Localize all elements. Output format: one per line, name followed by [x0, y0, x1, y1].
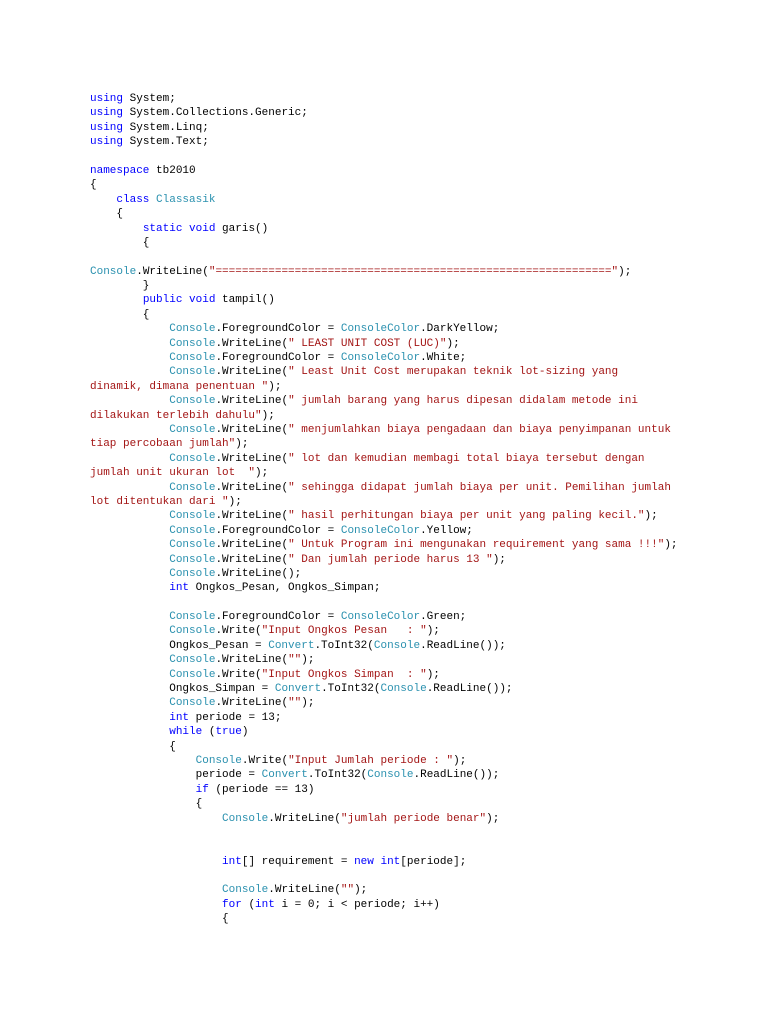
code-text [90, 697, 169, 709]
code-line [90, 121, 750, 135]
string-token: jumlah unit ukuran lot " [90, 467, 256, 480]
code-text [90, 294, 143, 306]
code-text [90, 525, 169, 537]
code-text: { [90, 913, 229, 926]
code-text: ); [261, 409, 275, 422]
code-text: } [90, 280, 150, 293]
code-text: System.Collections.Generic; [123, 107, 308, 120]
code-text [90, 625, 169, 637]
type-token: Console [169, 539, 216, 552]
string-token: "" [288, 697, 302, 710]
string-token: "jumlah periode benar" [340, 812, 487, 825]
keyword-token: new [354, 855, 374, 868]
code-text [90, 582, 169, 594]
code-line [90, 466, 750, 480]
string-token: tiap percobaan jumlah" [90, 438, 236, 451]
code-line [90, 581, 750, 595]
code-line [90, 409, 750, 423]
string-token: lot ditentukan dari " [90, 495, 229, 508]
code-text [90, 223, 143, 235]
type-token: Console [169, 553, 216, 566]
code-text [90, 784, 196, 796]
code-text [90, 482, 169, 494]
code-text: Ongkos_Pesan = [90, 639, 269, 652]
type-token: Console [90, 265, 137, 278]
type-token: Console [169, 337, 216, 350]
code-text: .WriteLine( [215, 366, 289, 379]
code-line [90, 898, 750, 912]
code-line [90, 840, 750, 854]
code-line [90, 653, 750, 667]
type-token: Console [169, 524, 216, 537]
code-line [90, 812, 750, 826]
code-line [90, 740, 750, 754]
code-text: .Write( [241, 754, 289, 767]
keyword-token: int [169, 582, 190, 595]
code-text: .ForegroundColor = [215, 611, 341, 624]
code-line [90, 365, 750, 379]
type-token: Console [169, 625, 216, 638]
code-text: .Yellow; [420, 524, 473, 537]
code-line [90, 696, 750, 710]
code-text [90, 554, 169, 566]
code-text [90, 813, 222, 825]
code-line [90, 538, 750, 552]
code-text: .ForegroundColor = [215, 524, 341, 537]
code-text: .WriteLine( [215, 553, 289, 566]
type-token: Console [169, 510, 216, 523]
keyword-token: if [195, 783, 209, 796]
code-text: .ToInt32( [314, 639, 374, 652]
code-line [90, 394, 750, 408]
type-token: Console [222, 812, 269, 825]
string-token: " jumlah barang yang harus dipesan didalam metode ini [288, 395, 638, 408]
keyword-token: using [90, 107, 124, 120]
code-text [90, 856, 222, 868]
type-token: Convert [268, 639, 315, 652]
code-text: ) [241, 726, 249, 739]
string-token: " menjumlahkan biaya pengadaan dan biaya penyimpanan untuk [288, 423, 671, 436]
type-token: ConsoleColor [340, 323, 421, 336]
code-text: .ReadLine()); [413, 769, 500, 782]
code-text: .WriteLine( [215, 337, 289, 350]
code-text: .WriteLine( [215, 452, 289, 465]
code-line [90, 150, 750, 164]
type-token: Console [380, 683, 427, 696]
code-text: .WriteLine( [215, 510, 289, 523]
code-text [90, 884, 222, 896]
code-line [90, 783, 750, 797]
string-token: " LEAST UNIT COST (LUC)" [288, 337, 447, 350]
keyword-token: namespace [90, 164, 150, 177]
code-line [90, 236, 750, 250]
code-text: ( [202, 726, 216, 739]
code-line [90, 279, 750, 293]
code-line [90, 682, 750, 696]
code-line [90, 797, 750, 811]
string-token: "============================================================" [208, 265, 619, 278]
code-text: ); [268, 380, 282, 393]
code-text: periode = 13; [189, 711, 282, 724]
code-line [90, 92, 750, 106]
code-text [90, 899, 222, 911]
code-line [90, 509, 750, 523]
code-line [90, 826, 750, 840]
code-line [90, 869, 750, 883]
code-text: i = 0; i < periode; i++) [274, 898, 440, 911]
code-line [90, 178, 750, 192]
code-line [90, 293, 750, 307]
code-text: ); [618, 265, 632, 278]
type-token: Console [169, 668, 216, 681]
type-token: Console [169, 352, 216, 365]
keyword-token: class [116, 193, 150, 206]
code-line [90, 308, 750, 322]
type-token: Console [169, 654, 216, 667]
code-text: ); [492, 553, 506, 566]
code-text: System.Text; [123, 136, 209, 149]
code-text: .White; [420, 352, 467, 365]
type-token: ConsoleColor [340, 611, 421, 624]
code-text [90, 366, 169, 378]
code-text: ); [426, 625, 440, 638]
code-line [90, 337, 750, 351]
code-line [90, 768, 750, 782]
code-text: tampil() [215, 294, 275, 307]
string-token: " Least Unit Cost merupakan teknik lot-sizing yang [288, 366, 619, 379]
code-text: ); [426, 668, 440, 681]
code-text: .ToInt32( [307, 769, 368, 782]
string-token: "" [340, 884, 355, 897]
code-text [90, 194, 116, 206]
code-text: ( [241, 898, 256, 911]
keyword-token: int [255, 898, 275, 911]
type-token: ConsoleColor [340, 524, 421, 537]
code-line [90, 193, 750, 207]
code-text [90, 323, 169, 335]
code-line [90, 495, 750, 509]
type-token: Console [169, 423, 216, 436]
code-text: .WriteLine( [215, 481, 289, 494]
code-line [90, 711, 750, 725]
code-text: ); [235, 438, 249, 451]
code-line [90, 610, 750, 624]
code-text: .WriteLine( [215, 654, 289, 667]
keyword-token: public [142, 294, 183, 307]
code-line [90, 437, 750, 451]
code-text [90, 712, 169, 724]
keyword-token: for [222, 898, 242, 911]
code-text: ); [301, 654, 315, 667]
keyword-token: int [380, 855, 401, 868]
code-text: .ForegroundColor = [215, 352, 341, 365]
code-line [90, 883, 750, 897]
code-line [90, 912, 750, 926]
code-text: { [90, 798, 203, 811]
code-text [90, 654, 169, 666]
code-text [90, 453, 169, 465]
type-token: Console [373, 639, 421, 652]
code-text: ); [664, 539, 678, 552]
code-text: ); [486, 812, 500, 825]
code-text [90, 510, 169, 522]
type-token: Console [169, 366, 216, 379]
code-text: .WriteLine(); [215, 567, 302, 580]
code-text: ); [255, 467, 269, 480]
keyword-token: while [169, 726, 203, 739]
keyword-token: static [142, 222, 183, 235]
code-text [90, 669, 169, 681]
type-token: Convert [274, 683, 322, 696]
code-line [90, 265, 750, 279]
code-line [90, 207, 750, 221]
code-text: [periode]; [400, 855, 467, 868]
keyword-token: using [90, 121, 124, 134]
code-line [90, 596, 750, 610]
code-text: [] requirement = [241, 855, 355, 868]
string-token: "Input Jumlah periode : " [288, 754, 454, 767]
keyword-token: true [215, 726, 242, 739]
code-text: .ReadLine()); [426, 683, 513, 696]
code-line [90, 380, 750, 394]
string-token: dilakukan terlebih dahulu" [90, 409, 262, 422]
keyword-token: int [169, 711, 190, 724]
string-token: " lot dan kemudian membagi total biaya tersebut dengan [288, 452, 645, 465]
code-line [90, 639, 750, 653]
code-text [90, 726, 169, 738]
code-line [90, 481, 750, 495]
code-text [90, 424, 169, 436]
code-text: .ReadLine()); [420, 639, 506, 652]
code-text: .WriteLine( [215, 395, 289, 408]
code-line [90, 452, 750, 466]
code-text: .ForegroundColor = [215, 323, 341, 336]
code-text [90, 755, 196, 767]
type-token: Console [169, 697, 216, 710]
code-text: periode = [90, 769, 262, 782]
code-line [90, 855, 750, 869]
code-text: System; [123, 93, 176, 105]
type-token: Console [169, 611, 216, 624]
code-text: { [90, 236, 150, 249]
code-text: Ongkos_Pesan, Ongkos_Simpan; [189, 582, 381, 595]
code-text: { [90, 179, 97, 192]
code-text: ); [446, 337, 460, 350]
string-token: " Dan jumlah periode harus 13 " [288, 553, 493, 566]
type-token: ConsoleColor [340, 352, 421, 365]
type-token: Console [169, 395, 216, 408]
code-line [90, 250, 750, 264]
type-token: Console [169, 481, 216, 494]
code-text: .Write( [215, 625, 262, 638]
code-text: .WriteLine( [215, 423, 289, 436]
code-line [90, 725, 750, 739]
code-line [90, 668, 750, 682]
code-text [90, 338, 169, 350]
string-token: "" [288, 654, 302, 667]
code-text [90, 352, 169, 364]
keyword-token: void [189, 222, 216, 235]
code-text: ); [644, 510, 658, 523]
code-text: .WriteLine( [215, 539, 289, 552]
code-text [90, 568, 169, 580]
code-text: .WriteLine( [136, 265, 209, 278]
code-text: { [90, 208, 124, 221]
code-line [90, 351, 750, 365]
string-token: " Untuk Program ini mengunakan requirement yang sama !!!" [288, 539, 665, 552]
code-line [90, 624, 750, 638]
code-text [90, 395, 169, 407]
code-text: System.Linq; [123, 121, 209, 134]
code-text: .ToInt32( [321, 683, 381, 696]
code-line [90, 423, 750, 437]
code-text: { [90, 740, 176, 753]
keyword-token: using [90, 93, 124, 105]
code-text: ); [301, 697, 315, 710]
code-text: .DarkYellow; [420, 323, 500, 336]
keyword-token: void [189, 294, 216, 307]
code-text: ); [453, 754, 467, 767]
code-text: garis() [215, 222, 269, 235]
code-block [90, 92, 750, 927]
string-token: dinamik, dimana penentuan " [90, 380, 269, 393]
type-token: Convert [261, 769, 308, 782]
string-token: " sehingga didapat jumlah biaya per unit. Pemilihan jumlah [288, 481, 671, 494]
type-token: Console [195, 754, 242, 767]
code-line [90, 164, 750, 178]
code-text: .WriteLine( [268, 884, 341, 897]
type-token: Console [367, 769, 414, 782]
code-line [90, 754, 750, 768]
type-token: Classasik [156, 193, 216, 206]
code-text: ); [354, 884, 368, 897]
code-line [90, 135, 750, 149]
type-token: Console [169, 567, 216, 580]
code-text [90, 611, 169, 623]
code-text: .Write( [215, 668, 262, 681]
code-text [90, 539, 169, 551]
type-token: Console [222, 884, 269, 897]
code-line [90, 567, 750, 581]
code-text: ); [228, 495, 242, 508]
code-text: { [90, 308, 150, 321]
code-line [90, 222, 750, 236]
type-token: Console [169, 323, 216, 336]
type-token: Console [169, 452, 216, 465]
keyword-token: using [90, 136, 124, 149]
code-text: .WriteLine( [268, 812, 341, 825]
code-text: (periode == 13) [208, 783, 315, 796]
string-token: " hasil perhitungan biaya per unit yang paling kecil." [288, 510, 645, 523]
code-text: .Green; [420, 611, 467, 624]
code-text: tb2010 [149, 164, 196, 177]
code-line [90, 106, 750, 120]
keyword-token: int [222, 855, 242, 868]
code-text: .WriteLine( [215, 697, 289, 710]
code-line [90, 322, 750, 336]
string-token: "Input Ongkos Simpan : " [261, 668, 427, 681]
code-line [90, 524, 750, 538]
code-text: Ongkos_Simpan = [90, 683, 275, 696]
string-token: "Input Ongkos Pesan : " [261, 625, 427, 638]
code-line [90, 553, 750, 567]
